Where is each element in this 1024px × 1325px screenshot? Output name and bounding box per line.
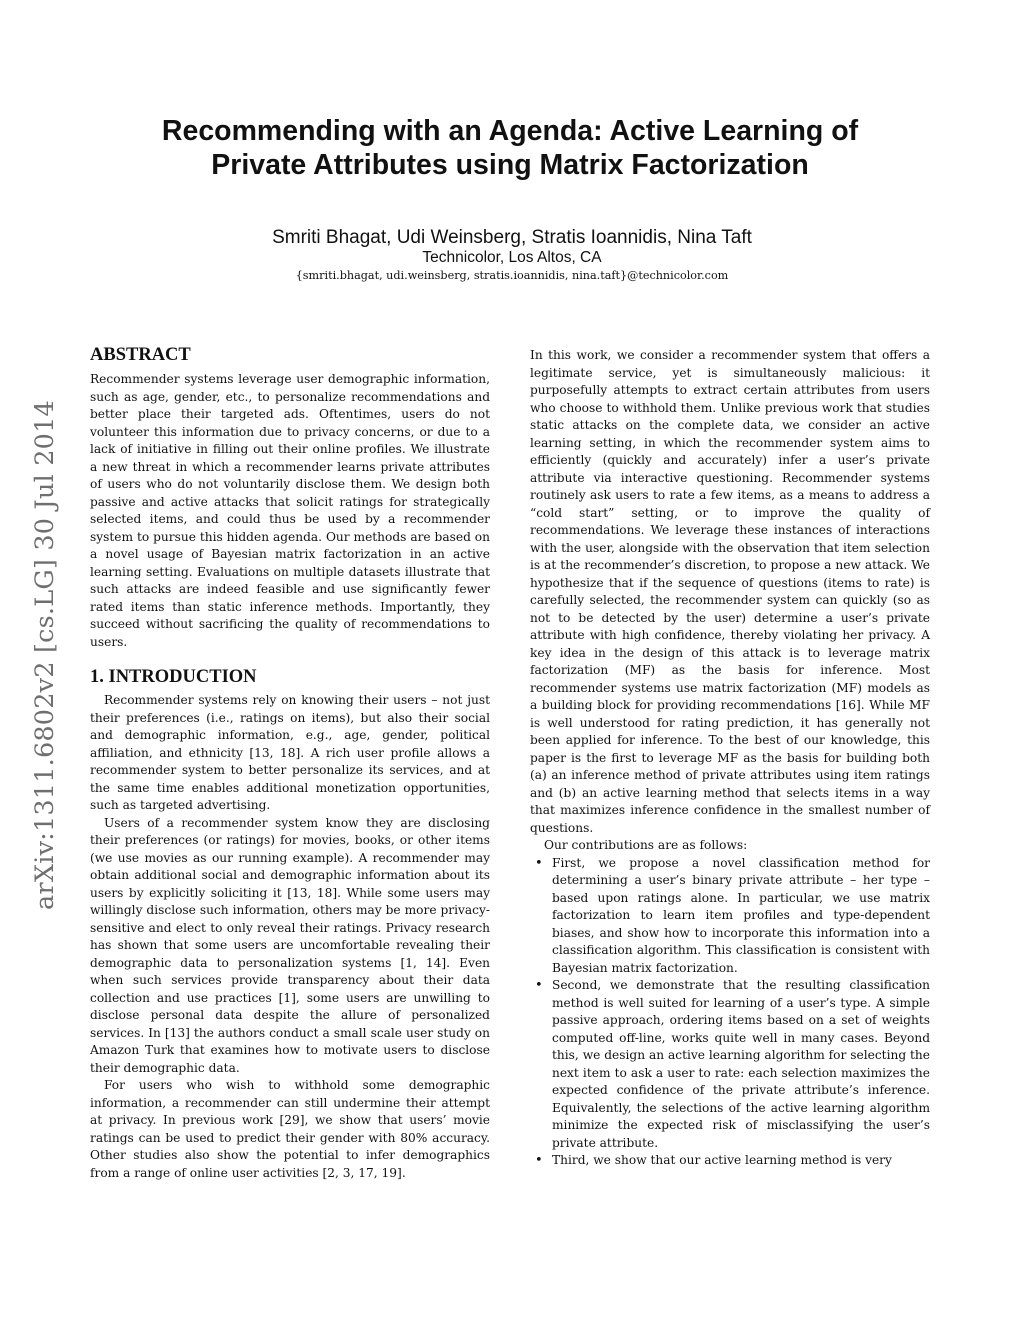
list-item [530,977,930,1152]
arxiv-id-text: arXiv:1311.6802v2 [cs.LG] 30 Jul 2014 [30,400,60,910]
contribution-text-1: First, we propose a novel classification method for determining a user’s binary private attribute – her type – based upon ratings alone. In particular, we use matrix factorization to learn item profiles and type-dependent biases, and show how to incorporate this information into a classification algorithm. This classification is consistent with Bayesian matrix factorization. [552,855,930,975]
affiliation: Technicolor, Los Altos, CA [422,249,602,266]
intro-paragraph-3: For users who wish to withhold some demographic information, a recommender can still undermine their attempt at privacy. In previous work [29], we show that users’ movie ratings can be used to predict their gender with 80% accuracy. Other studies also show the potential to infer demographics from a range of online user activities [2, 3, 17, 19]. [90,1078,490,1180]
contributions-intro: Our contributions are as follows: [544,838,748,852]
title-line-1: Recommending with an Agenda: Active Learning of [161,115,859,147]
abstract-heading: ABSTRACT [90,345,191,365]
introduction-heading: 1. INTRODUCTION [90,667,257,687]
bullet-icon: • [535,978,543,993]
bullet-icon: • [535,855,543,871]
author-list: Smriti Bhagat, Udi Weinsberg, Stratis Ioannidis, Nina Taft [272,227,752,248]
arxiv-identifier [28,375,62,935]
left-column [90,343,490,1182]
right-paragraph-1: In this work, we consider a recommender system that offers a legitimate service, yet is simultaneously malicious: it purposefully attempts to extract certain attributes from users who choose to withhold them. Unlike previous work that studies static attacks on the complete data, we consider an active learning setting, in which the recommender system aims to efficiently (quickly and accurately) infer a user’s private attribute via interactive questioning. Recommender systems routinely ask users to rate a few items, as a means to address a “cold start” setting, or to improve the quality of recommendations. We leverage these instances of interactions with the user, alongside with the observation that item selection is at the recommender’s discretion, to propose a new attack. We hypothesize that if the sequence of questions (items to rate) is carefully selected, the recommender system can quickly (so as not to be detected by the user) determine a user’s private attribute with high confidence, thereby violating her privacy. A key idea in the design of this attack is to leverage matrix factorization (MF) as the basis for inference. Most recommender systems use matrix factorization (MF) models as a building block for providing recommendations [16]. While MF is well understood for rating prediction, it has generally not been applied for inference. To the best of our knowledge, this paper is the first to leverage MF as the basis for building both (a) an inference method of private attributes using item ratings and (b) an active learning method that selects items in a way that maximizes inference confidence in the smallest number of questions. [530,348,930,835]
contribution-text-2: Second, we demonstrate that the resulting classification method is well suited for learning of a user’s type. A simple passive approach, ordering items based on a set of weights computed off-line, works quite well in many cases. Beyond this, we design an active learning algorithm for selecting the next item to ask a user to rate: each selection maximizes the expected confidence of the private attribute’s inference. Equivalently, the selections of the active learning algorithm minimize the expected risk of misclassifying the user’s private attribute. [552,978,930,1150]
bullet-icon: • [535,1153,543,1168]
contribution-text-3: Third, we show that our active learning method is very [552,1153,892,1167]
list-item [530,855,930,978]
intro-paragraph-1: Recommender systems rely on knowing their users – not just their preferences (i.e., ratings on items), but also their social and demographic information, e.g., age, gender, political affiliation, and ethnicity [13, 18]. A rich user profile allows a recommender system to better personalize its services, and at the same time enables additional monetization opportunities, such as targeted advertising. [90,693,490,812]
contributions-list [530,855,930,1170]
intro-paragraph-2: Users of a recommender system know they are disclosing their preferences (or ratings) for movies, books, or other items (we use movies as our running example). A recommender may obtain additional social and demographic information about its users by explicitly soliciting it [13, 18]. While some users may willingly disclose such information, others may be more privacy-sensitive and elect to only reveal their ratings. Privacy research has shown that some users are uncomfortable revealing their demographic data to personalization systems [1, 14]. Even when such services provide transparency about their data collection and use practices [1], some users are unwilling to disclose personal data despite the allure of personalized services. In [13] the authors conduct a small scale user study on Amazon Turk that examines how to motivate users to disclose their demographic data. [90,815,490,1075]
author-emails: {smriti.bhagat, udi.weinsberg, stratis.ioannidis, nina.taft}@technicolor.com [295,269,729,282]
abstract-text: Recommender systems leverage user demographic information, such as age, gender, etc., to personalize recommendations and better place their targeted ads. Oftentimes, users do not volunteer this information due to privacy concerns, or due to a lack of initiative in filling out their online profiles. We illustrate a new threat in which a recommender learns private attributes of users who do not voluntarily disclose them. We design both passive and active attacks that solicit ratings for strategically selected items, and could thus be used by a recommender system to pursue this hidden agenda. Our methods are based on a novel usage of Bayesian matrix factorization in an active learning setting. Evaluations on multiple datasets illustrate that such attacks are indeed feasible and use significantly fewer rated items than static inference methods. Importantly, they succeed without sacrificing the quality of recommendations to users. [90,372,490,649]
right-column [530,347,930,1170]
title-line-2: Private Attributes using Matrix Factorization [211,149,809,181]
paper-title [100,114,920,182]
list-item [530,1152,930,1170]
